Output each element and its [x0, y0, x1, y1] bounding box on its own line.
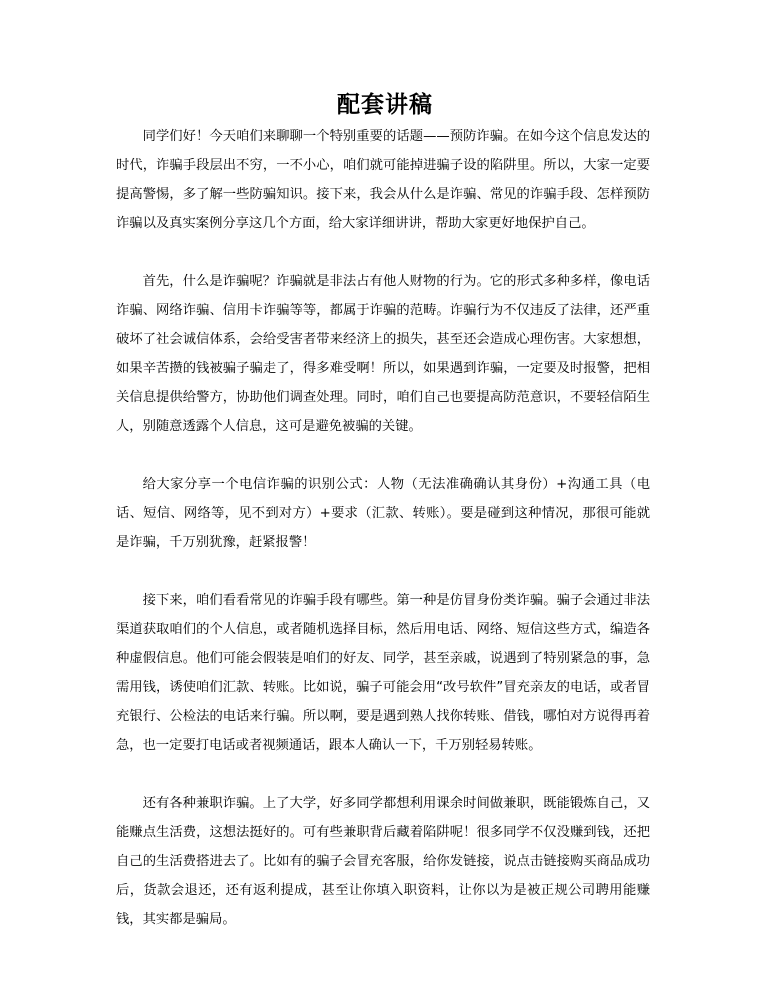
paragraph-what-is-fraud: 首先，什么是诈骗呢？诈骗就是非法占有他人财物的行为。它的形式多种多样，像电话诈骗、网络诈骗、信用卡诈骗等等，都属于诈骗的范畴。诈骗行为不仅违反了法律，还严重破坏了社会诚信体系，会给受害者带来经济上的损失，甚至还会造成心理伤害。大家想想，如果辛苦攒的钱被骗子骗走了，得多难受啊！所以，如果遇到诈骗，一定要及时报警，把相关信息提供给警方，协助他们调查处理。同时，咱们自己也要提高防范意识，不要轻信陌生人，别随意透露个人信息，这可是避免被骗的关键。 [116, 274, 650, 434]
paragraph-parttime-job-fraud: 还有各种兼职诈骗。上了大学，好多同学都想利用课余时间做兼职，既能锻炼自己，又能赚点生活费，这想法挺好的。可有些兼职背后藏着陷阱呢！很多同学不仅没赚到钱，还把自己的生活费搭进去了。比如有的骗子会冒充客服，给你发链接，说点击链接购买商品成功后，货款会退还，还有返利提成，甚至让你填入职资料，让你以为是被正规公司聘用能赚钱，其实都是骗局。 [116, 796, 650, 927]
paragraph-impersonation-fraud: 接下来，咱们看看常见的诈骗手段有哪些。第一种是仿冒身份类诈骗。骗子会通过非法渠道获取咱们的个人信息，或者随机选择目标，然后用电话、网络、短信这些方式，编造各种虚假信息。他们可能会假装是咱们的好友、同学，甚至亲戚，说遇到了特别紧急的事，急需用钱，诱使咱们汇款、转账。比如说，骗子可能会用“改号软件”冒充亲友的电话，或者冒充银行、公检法的电话来行骗。所以啊，要是遇到熟人找你转账、借钱，哪怕对方说得再着急，也一定要打电话或者视频通话，跟本人确认一下，千万别轻易转账。 [116, 593, 650, 753]
paragraph-identification-formula: 给大家分享一个电信诈骗的识别公式：人物（无法准确确认其身份）+沟通工具（电话、短信、网络等，见不到对方）+要求（汇款、转账）。要是碰到这种情况，那很可能就是诈骗，千万别犹豫，赶紧报警！ [116, 477, 650, 550]
document-title: 配套讲稿 [337, 91, 433, 118]
paragraph-intro: 同学们好！今天咱们来聊聊一个特别重要的话题——预防诈骗。在如今这个信息发达的时代，诈骗手段层出不穷，一不小心，咱们就可能掉进骗子设的陷阱里。所以，大家一定要提高警惕，多了解一些防骗知识。接下来，我会从什么是诈骗、常见的诈骗手段、怎样预防诈骗以及真实案例分享这几个方面，给大家详细讲讲，帮助大家更好地保护自己。 [116, 129, 650, 231]
document-body [116, 122, 650, 963]
